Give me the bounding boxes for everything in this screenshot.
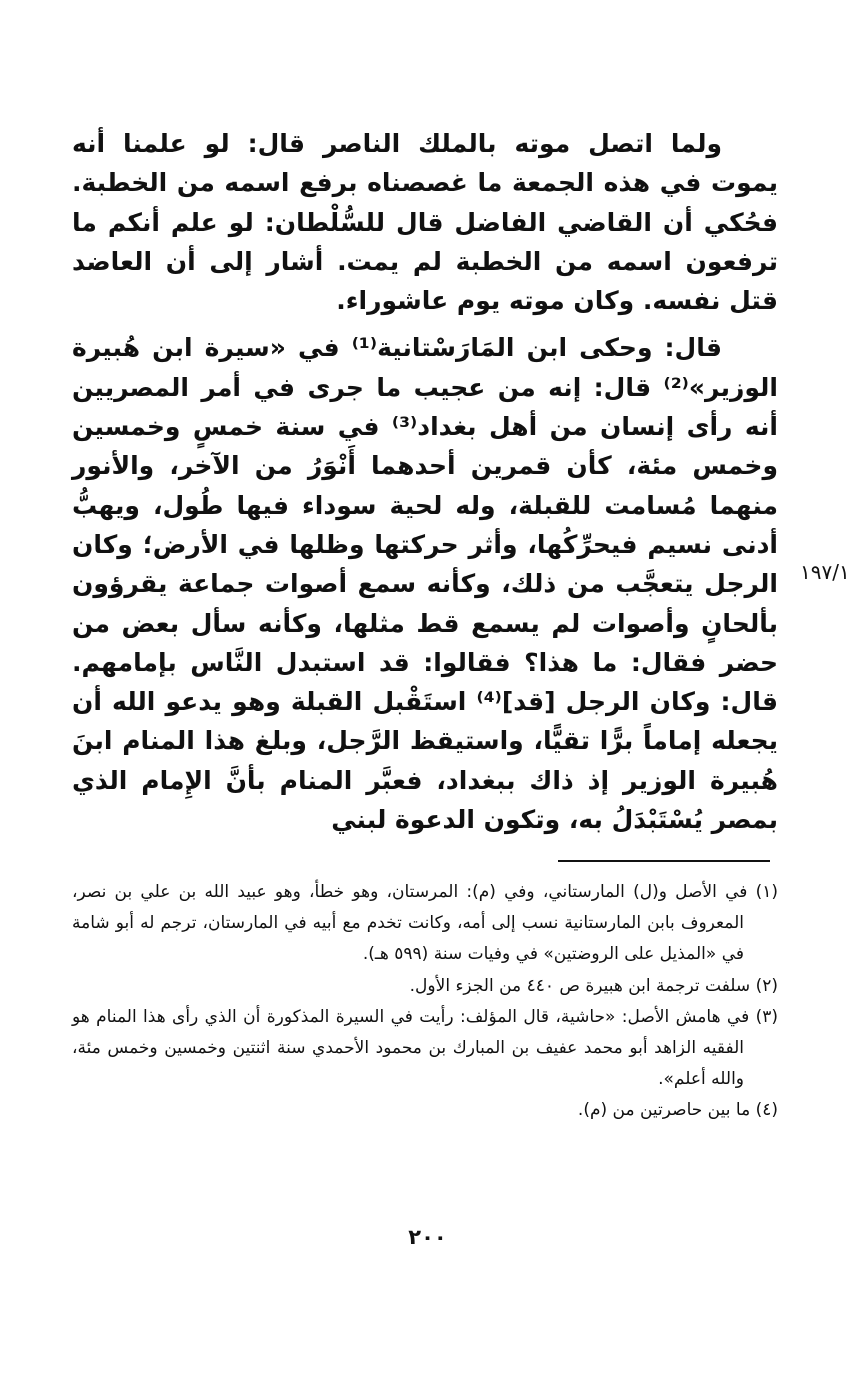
- footnote-3: (٣) في هامش الأصل: «حاشية، قال المؤلف: رأيت في السيرة المذكورة أن الذي رأى هذا المنام هو الفقيه الزاهد أبو محمد عفيف بن المبارك بن محمود الأحمدي سنة اثنتين وخمسين وخمس مئة، والله أعلم».: [72, 1006, 778, 1090]
- footnote-divider: [558, 860, 770, 862]
- footnote-2: (٢) سلفت ترجمة ابن هبيرة ص ٤٤٠ من الجزء الأول.: [409, 975, 778, 996]
- footnotes: [72, 877, 778, 1127]
- page-number: ٢٠٠: [408, 1225, 447, 1249]
- margin-reference: ١٩٧/١: [800, 560, 850, 584]
- main-text: [72, 124, 778, 839]
- paragraph-2: قال: وحكى ابن المَارَسْتانية⁽¹⁾ في «سيرة ابن هُبيرة الوزير»⁽²⁾ قال: إنه من عجيب ما جرى في أمر المصريين أنه رأى إنسان من أهل بغداد⁽³⁾ في سنة خمسٍ وخمسين وخمس مئة، كأن قمرين أحدهما أَنْوَرُ من الآخر، والأنور منهما مُسامت للقبلة، وله لحية سوداء فيها طُول، ويهبُّ أدنى نسيم فيحرِّكُها، وأثر حركتها وظلها في الأرض؛ وكان الرجل يتعجَّب من ذلك، وكأنه سمع أصوات جماعة يقرؤون بألحانٍ وأصوات لم يسمع قط مثلها، وكأنه سأل بعض من حضر فقال: ما هذا؟ فقالوا: قد استبدل النَّاس بإمامهم. قال: وكان الرجل [قد]⁽⁴⁾ استَقْبل القبلة وهو يدعو الله أن يجعله إماماً برًّا تقيًّا، واستيقظ الرَّجل، وبلغ هذا المنام ابنَ هُبيرة الوزير إذ ذاك ببغداد، فعبَّر المنام بأنَّ الإِمام الذي بمصر يُسْتَبْدَلُ به، وتكون الدعوة لبني: [72, 333, 778, 835]
- footnote-4: (٤) ما بين حاصرتين من (م).: [577, 1100, 778, 1121]
- paragraph-1: ولما اتصل موته بالملك الناصر قال: لو علمنا أنه يموت في هذه الجمعة ما غصصناه برفع اسمه من الخطبة. فحُكي أن القاضي الفاضل قال للسُّلْطان: لو علم أنكم ما ترفعون اسمه من الخطبة لم يمت. أشار إلى أن العاضد قتل نفسه. وكان موته يوم عاشوراء.: [72, 129, 778, 316]
- footnote-1: (١) في الأصل و(ل) المارستاني، وفي (م): المرستان، وهو خطأ، وهو عبيد الله بن علي بن نصر، المعروف بابن المارستانية نسب إلى أمه، وكانت تخدم مع أبيه في المارستان، ترجم له أبو شامة في «المذيل على الروضتين» في وفيات سنة (٥٩٩ هـ).: [72, 882, 778, 965]
